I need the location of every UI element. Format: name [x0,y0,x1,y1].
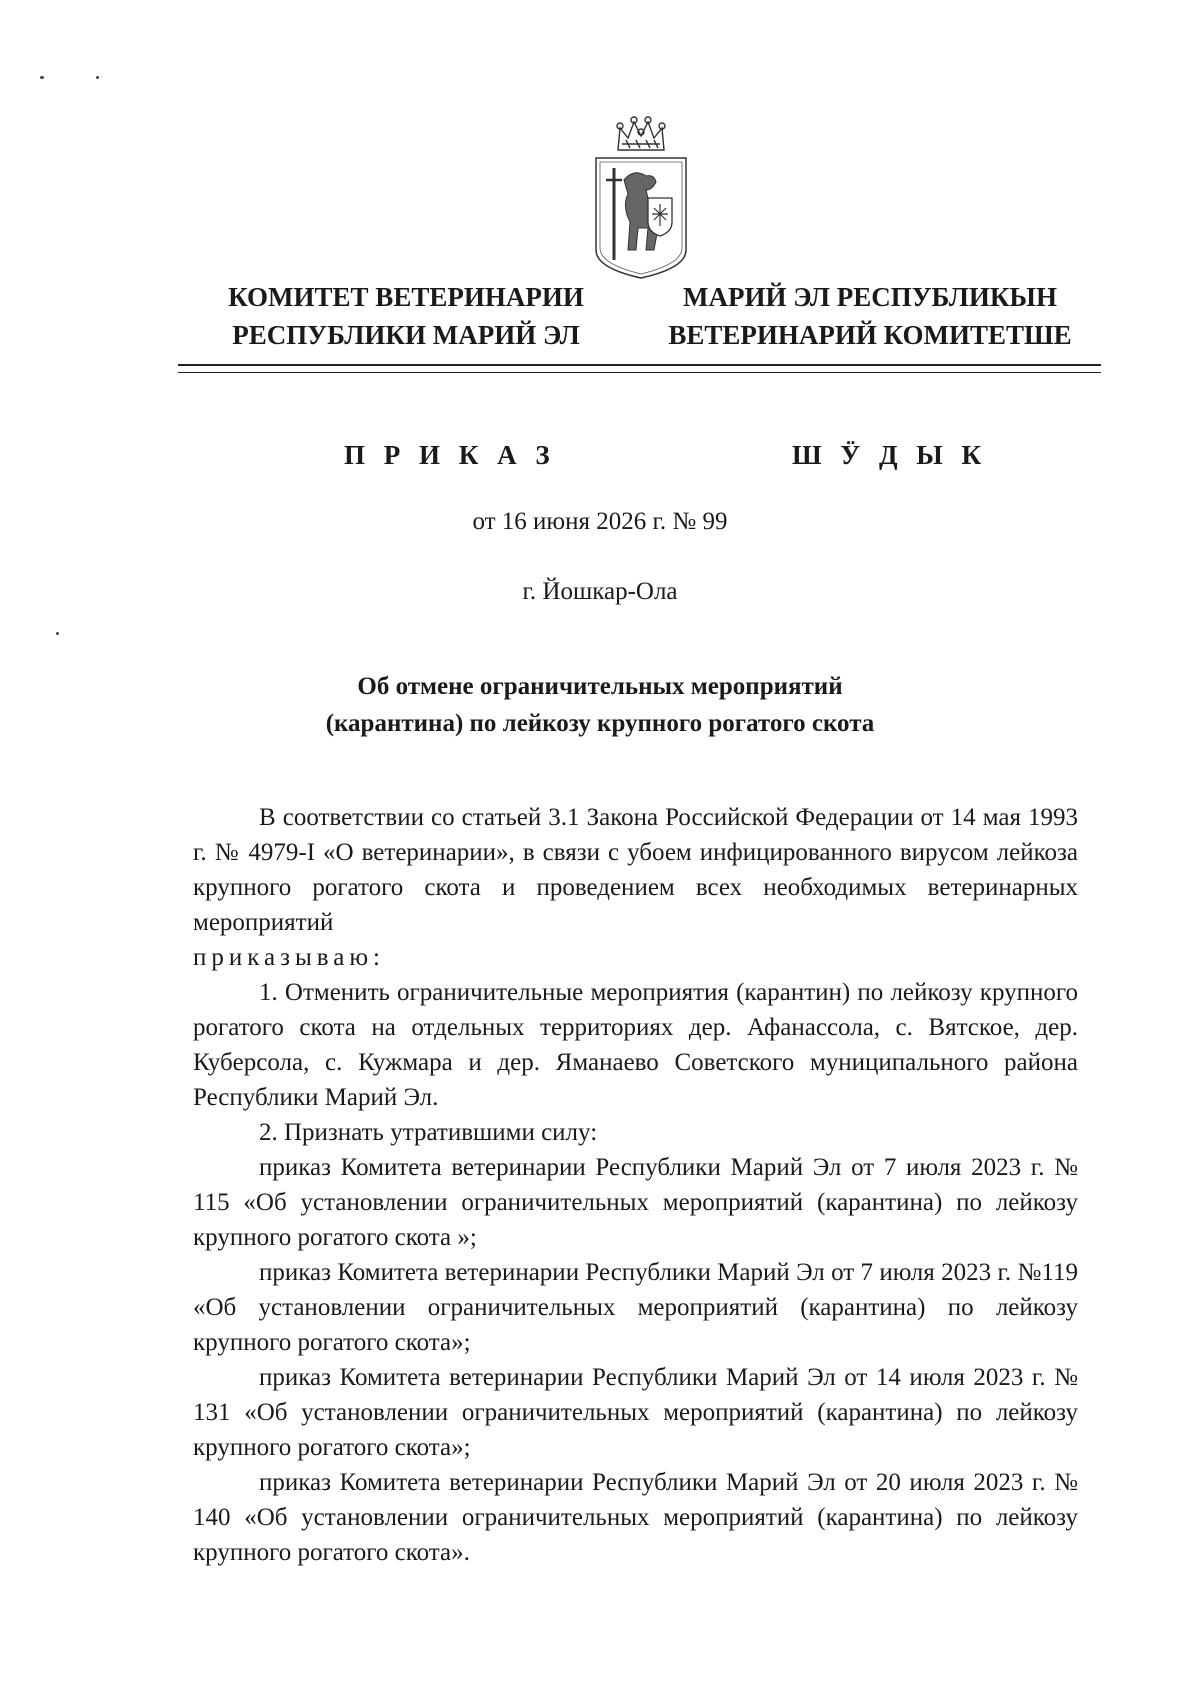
revoked-order-2: приказ Комитета ветеринарии Республики Марий Эл от 7 июля 2023 г. №119 «Об установлении ограничительных мероприятий (карантина) по лейкозу крупного рогатого скота»; [193,1259,1078,1356]
document-type-russian: П Р И К А З [344,440,556,470]
date-and-number: от 16 июня 2026 г. № 99 [472,508,728,535]
subject-line2: (карантина) по лейкозу крупного рогатого скота [325,710,875,737]
preamble-paragraph: В соответствии со статьей 3.1 Закона Российской Федерации от 14 мая 1993 г. № 4979-I «О ветеринарии», в связи с убоем инфицированного вирусом лейкоза крупного рогатого скота и проведением всех необходимых ветеринарных мероприятий [193,804,1078,936]
document-body [193,800,1078,1570]
item-1-paragraph: 1. Отменить ограничительные мероприятия (карантин) по лейкозу крупного рогатого скота на отдельных территориях дер. Афанассола, с. Вятское, дер. Кубeрсола, с. Кужмара и дер. Яманаево Советского муниципального района Республики Марий Эл. [193,979,1078,1111]
header-divider-thick [178,364,1101,366]
item-2-paragraph: 2. Признать утратившими силу: [259,1119,598,1146]
revoked-order-3: приказ Комитета ветеринарии Республики Марий Эл от 14 июля 2023 г. № 131 «Об установлении ограничительных мероприятий (карантина) по лейкозу крупного рогатого скота»; [193,1364,1078,1461]
org-name-mari-line1: МАРИЙ ЭЛ РЕСПУБЛИКЫН [683,282,1057,312]
org-name-ru-line1: КОМИТЕТ ВЕТЕРИНАРИИ [228,282,584,312]
city: г. Йошкар-Ола [522,578,678,605]
org-name-mari-line2: ВЕТЕРИНАРИЙ КОМИТЕТШЕ [668,320,1072,350]
scan-speck [40,76,44,79]
org-name-ru-line2: РЕСПУБЛИКИ МАРИЙ ЭЛ [232,320,580,350]
order-word: приказываю: [193,944,385,971]
scan-speck [56,632,59,635]
document-type-mari: Ш Ӱ Д Ы К [792,440,988,470]
revoked-order-1: приказ Комитета ветеринарии Республики Марий Эл от 7 июля 2023 г. № 115 «Об установлении ограничительных мероприятий (карантина) по лейкозу крупного рогатого скота »; [193,1154,1078,1251]
organization-name-mari [660,278,1080,354]
coat-of-arms-emblem [590,110,692,282]
subject-line1: Об отмене ограничительных мероприятий [357,673,843,700]
document-subject [0,668,1200,742]
revoked-order-4: приказ Комитета ветеринарии Республики Марий Эл от 20 июля 2023 г. № 140 «Об установлении ограничительных мероприятий (карантина) по лейкозу крупного рогатого скота». [193,1469,1078,1566]
scan-speck [96,76,99,79]
header-divider-thin [178,372,1101,373]
organization-name-russian [196,278,616,354]
